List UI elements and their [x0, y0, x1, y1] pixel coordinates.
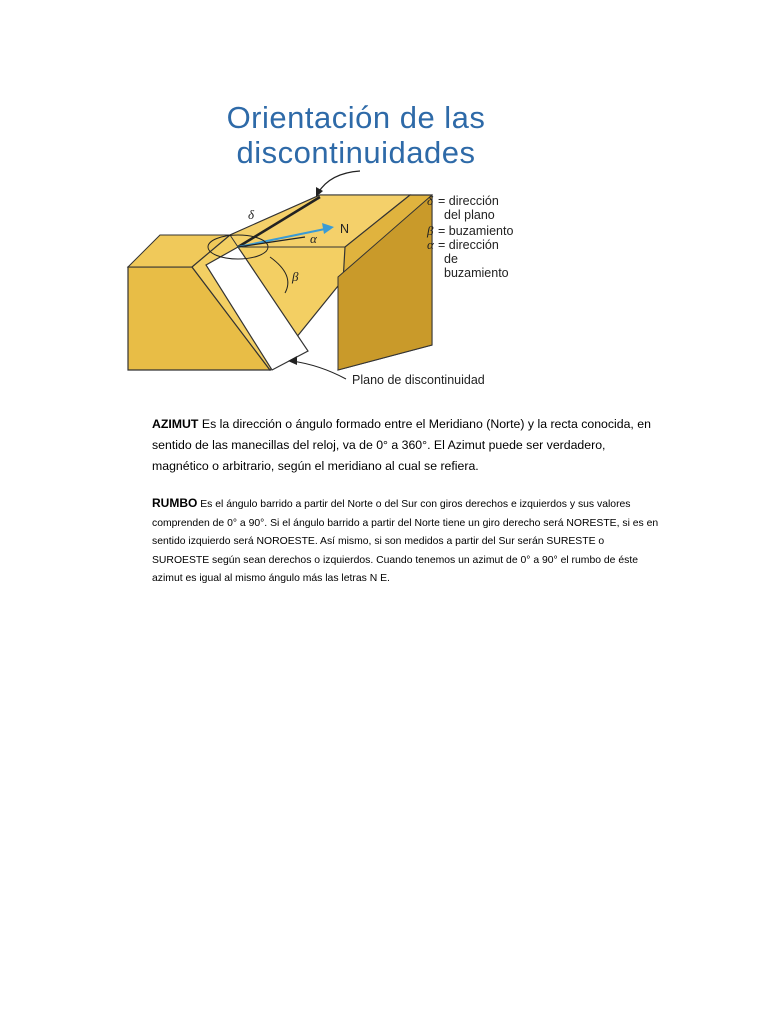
rumbo-text: Es el ángulo barrido a partir del Norte o del Sur con giros derechos e izquierdos y sus valores comprenden de 0° a 90°. Si el ángulo barrido a partir del Norte tiene un giro derecho será NORESTE, si es en sentido izquierdo será NOROESTE. Así mismo, si son medidos a partir del Sur serán SURESTE o SUROESTE según sean derechos o izquierdos. Cuando tenemos un azimut de 0° a 90° el rumbo de éste azimut es igual al mismo ángulo más las letras N E. [152, 499, 659, 584]
strike-pointer [318, 171, 360, 193]
legend-delta-symbol: δ [427, 193, 434, 208]
legend-alpha-text3: buzamiento [444, 266, 509, 280]
diagram-svg [120, 165, 540, 395]
azimut-text: Es la dirección o ángulo formado entre el Meridiano (Norte) y la recta conocida, en sentido de las manecillas del reloj, va de 0° a 360°. El Azimut puede ser verdadero, magnético o arbitrario, según el meridiano al cual se refiera. [152, 417, 651, 473]
legend-delta-text1: = dirección [438, 194, 499, 208]
legend-alpha-text1: = dirección [438, 238, 499, 252]
plane-label: Plano de discontinuidad [352, 373, 485, 387]
legend-beta-symbol: β [427, 223, 434, 238]
beta-label: β [292, 269, 299, 284]
delta-label: δ [248, 207, 255, 222]
title-line-2: discontinuidades [236, 135, 476, 170]
legend-beta-text1: = buzamiento [438, 224, 514, 238]
rumbo-term: RUMBO [152, 496, 198, 510]
legend-delta-text2: del plano [444, 208, 495, 222]
legend-alpha-text2: de [444, 252, 458, 266]
rumbo-paragraph [152, 494, 662, 589]
legend-alpha-symbol: α [427, 237, 434, 252]
discontinuity-diagram [120, 165, 540, 395]
title-line-1: Orientación de las [226, 100, 486, 135]
page-title [196, 100, 516, 170]
north-label: N [340, 222, 350, 236]
alpha-label: α [310, 231, 317, 246]
azimut-paragraph [152, 414, 662, 477]
azimut-term: AZIMUT [152, 417, 199, 431]
